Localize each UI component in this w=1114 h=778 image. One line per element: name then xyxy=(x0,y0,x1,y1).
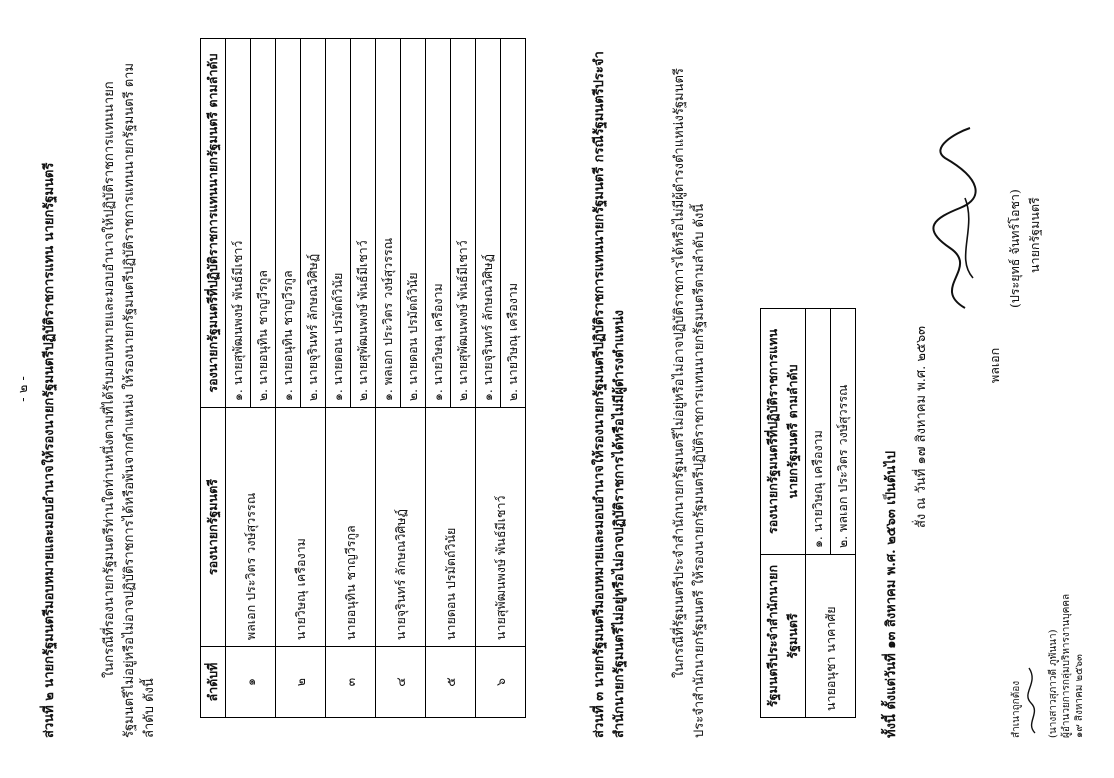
row-minister: นายดอน ปรมัตถ์วินัย xyxy=(426,408,476,647)
memo-line-1: สำเนาถูกต้อง xyxy=(1011,680,1022,738)
section3-paragraph-text: ในกรณีที่รัฐมนตรีประจำสำนักนายกรัฐมนตรีไม่อยู่หรือไม่อาจปฏิบัติราชการได้หรือไม่มีผู้ดำรงตำแหน่งรัฐมนตรีประจำสำนักนายกรัฐมนตรี ให้รองนายกรัฐมนตรีปฏิบัติราชการแทนนายกรัฐมนตรีตามลำดับ ดังนี้ xyxy=(672,68,707,738)
memo-line-3: ผู้อำนวยการกลุ่มบริหารงานบุคคล xyxy=(1061,593,1072,738)
effective-date: ทั้งนี้ ตั้งแต่วันที่ ๑๓ สิงหาคม พ.ศ. ๒๕๖๓ เป็นต้นไป xyxy=(884,450,899,738)
deputy-table-header xyxy=(201,39,226,718)
row-substitute-2: ๒. นายจุรินทร์ ลักษณวิศิษฏ์ xyxy=(301,39,326,408)
row-minister: พลเอก ประวิตร วงษ์สุวรรณ xyxy=(226,408,276,647)
signer-name: (ประยุทธ์ จันทร์โอชา) xyxy=(1007,189,1022,308)
row-substitute-1: ๑. นายดอน ปรมัตถ์วินัย xyxy=(326,39,351,408)
page-number: - ๒ - xyxy=(16,376,31,402)
signature-icon xyxy=(925,118,985,318)
pmo-substitute-1: ๑. นายวิษณุ เครืองาม xyxy=(806,309,831,555)
row-minister: นายวิษณุ เครืองาม xyxy=(276,408,326,647)
table-row xyxy=(476,39,501,718)
table-row xyxy=(426,39,451,718)
col-order: ลำดับที่ xyxy=(201,647,226,718)
table-row xyxy=(276,39,301,718)
row-substitute-2: ๒. นายสุพัฒนพงษ์ พันธ์มีเชาว์ xyxy=(451,39,476,408)
section2-paragraph xyxy=(100,38,160,738)
pmo-minister-table xyxy=(760,308,856,718)
row-substitute-2: ๒. นายดอน ปรมัตถ์วินัย xyxy=(401,39,426,408)
memo-line-4: ๑๙ สิงหาคม ๒๕๖๓ xyxy=(1074,654,1085,738)
pmo-substitute-2: ๒. พลเอก ประวิตร วงษ์สุวรรณ xyxy=(831,309,856,555)
table-row xyxy=(326,39,351,718)
pmo-minister-name: นายอนุชา นาคาศัย xyxy=(806,555,856,718)
signer-position: นายกรัฐมนตรี xyxy=(1027,197,1042,273)
row-minister: นายสุพัฒนพงษ์ พันธ์มีเชาว์ xyxy=(476,408,526,647)
row-minister: นายอนุทิน ชาญวีรกูล xyxy=(326,408,376,647)
row-substitute-1: ๑. นายสุพัฒนพงษ์ พันธ์มีเชาว์ xyxy=(226,39,251,408)
row-substitute-1: ๑. นายอนุทิน ชาญวีรกูล xyxy=(276,39,301,408)
row-substitute-2: ๒. นายสุพัฒนพงษ์ พันธ์มีเชาว์ xyxy=(351,39,376,408)
table-row xyxy=(806,309,831,718)
table-row xyxy=(376,39,401,718)
memo-line-2: (นางสาวสุภาวดี ภูพันนา) xyxy=(1048,629,1059,738)
table-row xyxy=(226,39,251,718)
initials-icon xyxy=(1023,658,1043,738)
row-substitute-2: ๒. นายอนุทิน ชาญวีรกูล xyxy=(251,39,276,408)
col-deputy-pm: รองนายกรัฐมนตรี xyxy=(201,408,226,647)
row-number: ๓ xyxy=(326,647,376,718)
row-number: ๕ xyxy=(426,647,476,718)
row-substitute-2: ๒. นายวิษณุ เครืองาม xyxy=(501,39,526,408)
col-pmo-substitute: รองนายกรัฐมนตรีที่ปฏิบัติราชการแทนนายกรัฐมนตรี ตามลำดับ xyxy=(761,309,806,555)
row-number: ๑ xyxy=(226,647,276,718)
col-pmo-minister: รัฐมนตรีประจำสำนักนายกรัฐมนตรี xyxy=(761,555,806,718)
row-number: ๔ xyxy=(376,647,426,718)
row-minister: นายจุรินทร์ ลักษณวิศิษฏ์ xyxy=(376,408,426,647)
section3-paragraph xyxy=(670,38,710,738)
signer-rank: พลเอก xyxy=(987,347,1002,383)
col-substitute: รองนายกรัฐมนตรีที่ปฏิบัติราชการแทนนายกรัฐมนตรี ตามลำดับ xyxy=(201,39,226,408)
row-number: ๖ xyxy=(476,647,526,718)
section2-paragraph-text: ในกรณีที่รองนายกรัฐมนตรีท่านใดท่านหนึ่งตามที่ได้รับมอบหมายและมอบอำนาจให้ปฏิบัติราชการแทนนายกรัฐมนตรีไม่อยู่หรือไม่อาจปฏิบัติราชการได้หรือพ้นจากตำแหน่ง ให้รองนายกรัฐมนตรีปฏิบัติราชการแทนนายกรัฐมนตรี ตามลำดับ ดังนี้ xyxy=(102,62,157,738)
row-substitute-1: ๑. พลเอก ประวิตร วงษ์สุวรรณ xyxy=(376,39,401,408)
row-substitute-1: ๑. นายจุรินทร์ ลักษณวิศิษฏ์ xyxy=(476,39,501,408)
section2-title: ส่วนที่ ๒ นายกรัฐมนตรีมอบหมายและมอบอำนาจให้รองนายกรัฐมนตรีปฏิบัติราชการแทน นายกรัฐมนตรี xyxy=(42,162,57,738)
certified-copy-note xyxy=(1010,594,1086,738)
deputy-table xyxy=(200,38,526,718)
signed-date: สั่ง ณ วันที่ ๑๗ สิงหาคม พ.ศ. ๒๕๖๓ xyxy=(914,326,929,528)
pmo-table-header xyxy=(761,309,806,718)
row-substitute-1: ๑. นายวิษณุ เครืองาม xyxy=(426,39,451,408)
row-number: ๒ xyxy=(276,647,326,718)
section3-title: ส่วนที่ ๓ นายกรัฐมนตรีมอบหมายและมอบอำนาจให้รองนายกรัฐมนตรีปฏิบัติราชการแทนนายกรัฐมนตรี กรณีรัฐมนตรีประจำสำนักนายกรัฐมนตรีไม่อยู่หรือไม่อาจปฏิบัติราชการได้หรือไม่มีผู้ดำรงตำแหน่ง xyxy=(592,51,627,738)
